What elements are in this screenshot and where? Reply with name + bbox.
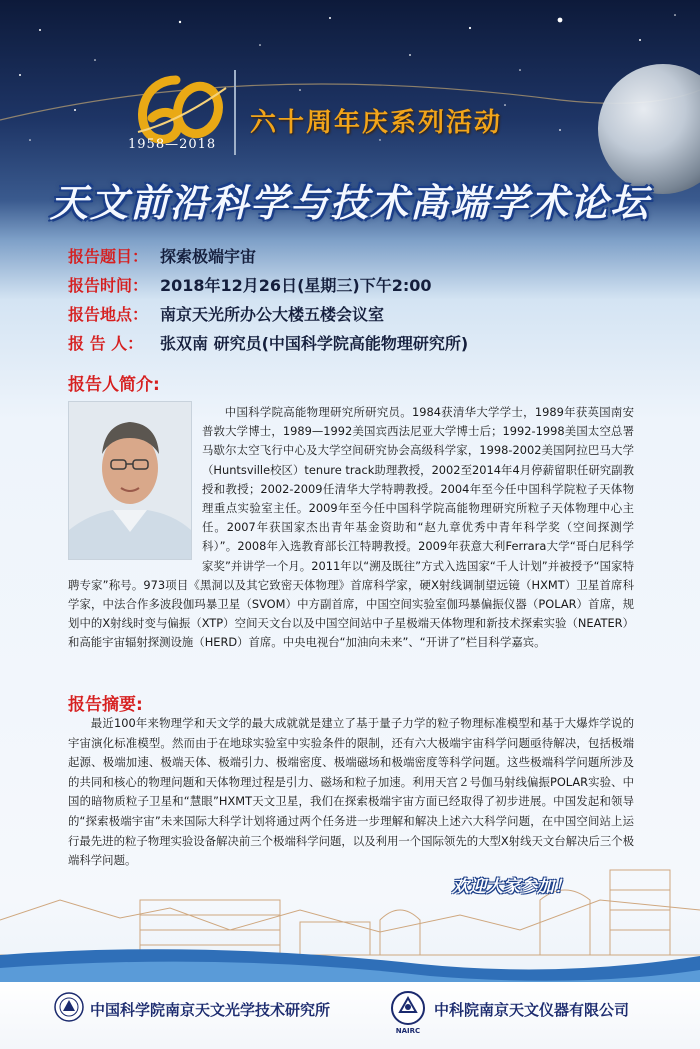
campus-buildings-illustration bbox=[0, 860, 700, 990]
abstract-heading: 报告摘要: bbox=[68, 695, 143, 715]
abstract-text-block bbox=[68, 714, 634, 871]
footer-right-org: 中科院南京天文仪器有限公司 bbox=[434, 1001, 630, 1019]
abstract-text: 最近100年来物理学和天文学的最大成就就是建立了基于量子力学的粒子物理标准模型和基于大爆炸学说的宇宙演化标准模型。然而由于在地球实验室中实验条件的限制，还有六大极端宇宙科学问题亟待解决，包括极端起源、极端加速、极端天体、极端引力、极端密度、极端磁场和极端密度等科学问题。这些极端科学问题所涉及的共同和核心的物理问题和天体物理过程是引力、磁场和粒子加速。利用天宫２号伽马射线偏振POLAR实验、中国的暗物质粒子卫星和“慧眼”HXMT天文卫星，我们在探索极端宇宙方面已经取得了初步进展。中国发起和领导的“探索极端宇宙”未来国际大科学计划将通过两个任务进一步理解和解决上述六大科学问题，在中国空间站上运行最先进的粒子物理实验设备解决前三个极端科学问题，以及利用一个国际领先的大型X射线天文台解决后三个极端科学问题。 bbox=[68, 716, 634, 868]
bio-text-block bbox=[68, 403, 634, 693]
header-divider bbox=[234, 70, 236, 155]
time-value: 2018年12月26日(星期三)下午2:00 bbox=[160, 276, 432, 295]
footer-left-org: 中国科学院南京天文光学技术研究所 bbox=[90, 1001, 331, 1019]
bio-text: 中国科学院高能物理研究所研究员。1984获清华大学学士，1989年获英国南安普敦大学博士，1989—1992美国宾西法尼亚大学博士后；1992-1998美国太空总署马歇尔太空飞行中心及大学空间研究协会高级科学家，1998-2002美国阿拉巴马大学（Huntsville校区）tenure track助理教授，2002至2014年4月停薪留职任研究副教授和教授；2002-2009任清华大学特聘教授。2004年至今任中国科学院粒子天体物理重点实验室主任。2009年至今任中国科学院高能物理研究所粒子天体物理中心主任。2007年获国家杰出青年基金资助和“赵九章优秀中青年科学奖（空间探测学科）”。2008年入选教育部长江特聘教授。2009年获意大利Ferrara大学“哥白尼科学家奖”并讲学一个月。2011年以“溯及既往”方式入选国家“千人计划”并被授予“国家特聘专家”称号。973项目《黑洞以及其它致密天体物理》首席科学家，硬X射线调制望远镜（HXMT）卫星首席科学家，中法合作多波段伽玛暴卫星（SVOM）中方副首席，中国空间实验室伽玛暴偏振仪器（POLAR）首席，规划中的X射线时变与偏振（XTP）空间天文台以及中国空间站中子星极端天体物理和新技术探索实验（NEATER）和高能宇宙辐射探测设施（HERD）首席。中央电视台“加油向未来”、“开讲了”栏目科学嘉宾。 bbox=[68, 405, 634, 650]
institute-seal-icon bbox=[54, 992, 84, 1022]
place-row bbox=[68, 302, 384, 325]
topic-label: 报告题目： bbox=[68, 247, 149, 266]
speaker-value: 张双南 研究员(中国科学院高能物理研究所) bbox=[160, 334, 469, 353]
topic-row bbox=[68, 244, 256, 267]
series-subtitle: 六十周年庆系列活动 bbox=[250, 108, 503, 138]
company-logo-text: NAIRC bbox=[395, 1027, 421, 1035]
company-logo-icon bbox=[390, 990, 426, 1026]
place-value: 南京天光所办公大楼五楼会议室 bbox=[160, 305, 385, 324]
time-label: 报告时间： bbox=[68, 276, 149, 295]
place-label: 报告地点： bbox=[68, 305, 149, 324]
bio-heading: 报告人简介: bbox=[68, 375, 160, 395]
speaker-row bbox=[68, 331, 468, 354]
anniversary-years: 1958—2018 bbox=[128, 137, 217, 152]
welcome-text: 欢迎大家参加！ bbox=[452, 877, 571, 897]
topic-value: 探索极端宇宙 bbox=[160, 247, 257, 266]
time-row bbox=[68, 273, 432, 296]
speaker-label: 报 告 人： bbox=[68, 334, 144, 353]
forum-title: 天文前沿科学与技术高端学术论坛 bbox=[49, 181, 650, 225]
